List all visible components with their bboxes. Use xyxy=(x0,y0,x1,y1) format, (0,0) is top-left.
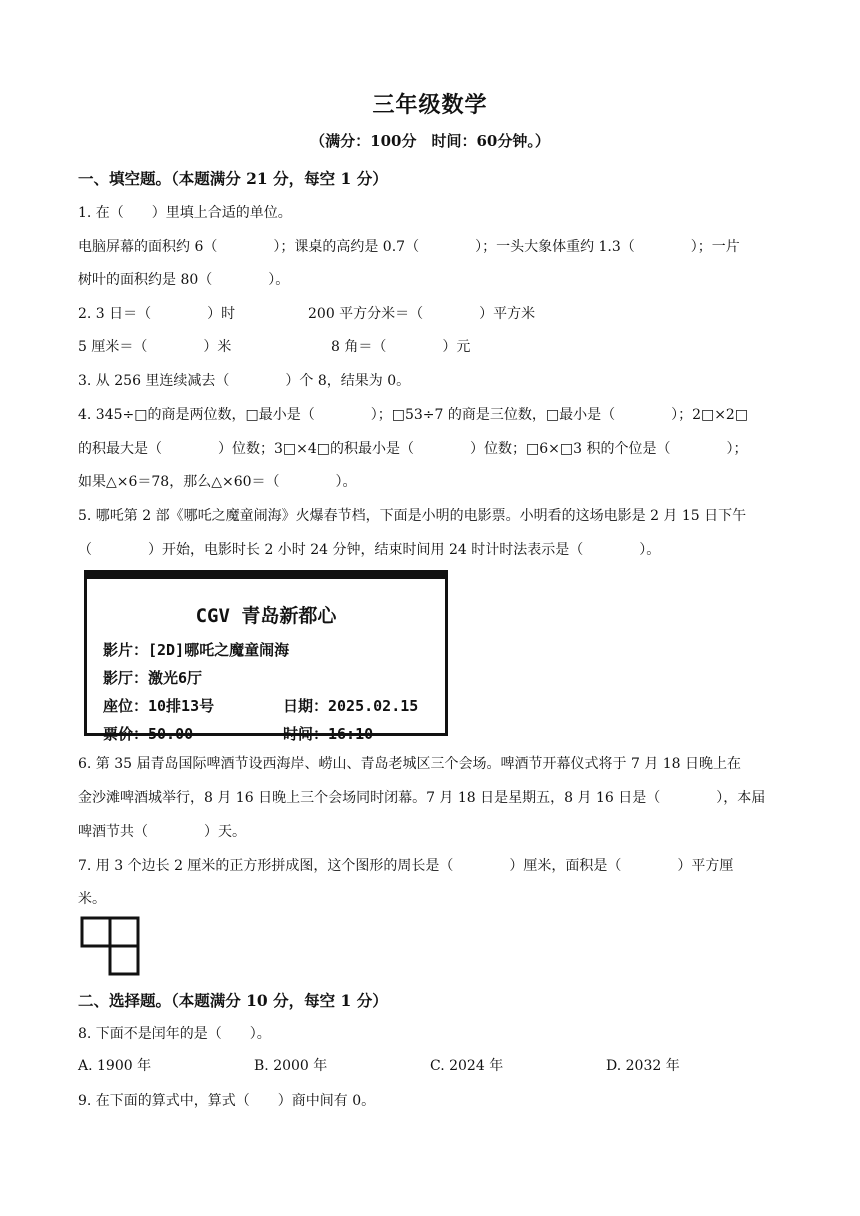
ticket-hall: 影厅：激光6厅 xyxy=(103,669,203,687)
question-5-cont: （ ）开始，电影时长 2 小时 24 分钟，结束时间用 24 时计时法表示是（ ）。 xyxy=(78,542,661,558)
square-bottom-right xyxy=(110,946,138,974)
choice-d: D. 2032 年 xyxy=(606,1058,680,1074)
square-top-right xyxy=(110,918,138,946)
ticket-seat: 座位：10排13号 xyxy=(103,697,215,715)
page-title: 三年级数学 xyxy=(372,92,488,118)
square-top-left xyxy=(82,918,110,946)
choice-c: C. 2024 年 xyxy=(430,1058,504,1074)
choice-b: B. 2000 年 xyxy=(254,1058,328,1074)
question-5: 5. 哪吒第 2 部《哪吒之魔童闹海》火爆春节档，下面是小明的电影票。小明看的这场电影是 2 月 15 日下午 xyxy=(78,508,747,524)
question-2-part-a: 2. 3 日＝（ ）时 xyxy=(78,306,236,322)
ticket-cinema: CGV 青岛新都心 xyxy=(195,605,337,627)
question-7: 7. 用 3 个边长 2 厘米的正方形拼成图，这个图形的周长是（ ）厘米，面积是（ ）平方厘 xyxy=(78,858,734,874)
ticket-film: 影片：[2D]哪吒之魔童闹海 xyxy=(103,641,290,659)
question-6-cont-2: 啤酒节共（ ）天。 xyxy=(78,824,246,840)
question-3: 3. 从 256 里连续减去（ ）个 8，结果为 0。 xyxy=(78,373,411,389)
ticket-price: 票价：50.00 xyxy=(103,725,194,743)
question-6: 6. 第 35 届青岛国际啤酒节设西海岸、崂山、青岛老城区三个会场。啤酒节开幕仪式将于 7 月 18 日晚上在 xyxy=(78,756,742,772)
question-4-cont-2: 如果△×6＝78，那么△×60＝（ ）。 xyxy=(78,474,357,490)
section-heading-fill-blank: 一、填空题。（本题满分 21 分，每空 1 分） xyxy=(78,169,388,188)
question-2-part-d: 8 角＝（ ）元 xyxy=(331,339,471,355)
question-6-cont: 金沙滩啤酒城举行，8 月 16 日晚上三个会场同时闭幕。7 月 18 日是星期五，8 月 16 日是（ ），本届 xyxy=(78,790,766,806)
question-2-part-b: 200 平方分米＝（ ）平方米 xyxy=(308,306,536,322)
question-4-cont: 的积最大是（ ）位数；3□×4□的积最小是（ ）位数；□6×□3 积的个位是（ ）； xyxy=(78,441,748,457)
question-9: 9. 在下面的算式中，算式（ ）商中间有 0。 xyxy=(78,1093,376,1109)
question-7-cont: 米。 xyxy=(78,891,106,907)
question-8: 8. 下面不是闰年的是（ ）。 xyxy=(78,1026,271,1042)
three-squares-figure xyxy=(80,916,140,976)
movie-ticket xyxy=(84,570,448,743)
question-1-text-cont: 树叶的面积约是 80（ ）。 xyxy=(78,272,290,288)
ticket-time: 时间：16:10 xyxy=(283,725,374,743)
question-1: 1. 在（ ）里填上合适的单位。 xyxy=(78,205,292,221)
question-4: 4. 345÷□的商是两位数，□最小是（ ）；□53÷7 的商是三位数，□最小是（ ）；2□×2□ xyxy=(78,407,749,423)
question-2-part-c: 5 厘米＝（ ）米 xyxy=(78,339,232,355)
question-1-text: 电脑屏幕的面积约 6（ ）；课桌的高约是 0.7（ ）；一头大象体重约 1.3（ ）；一片 xyxy=(78,239,740,255)
section-heading-choice: 二、选择题。（本题满分 10 分，每空 1 分） xyxy=(78,991,388,1010)
choice-a: A. 1900 年 xyxy=(78,1058,152,1074)
ticket-date: 日期：2025.02.15 xyxy=(283,697,419,715)
exam-info: （满分：100分 时间：60分钟。） xyxy=(310,132,550,150)
